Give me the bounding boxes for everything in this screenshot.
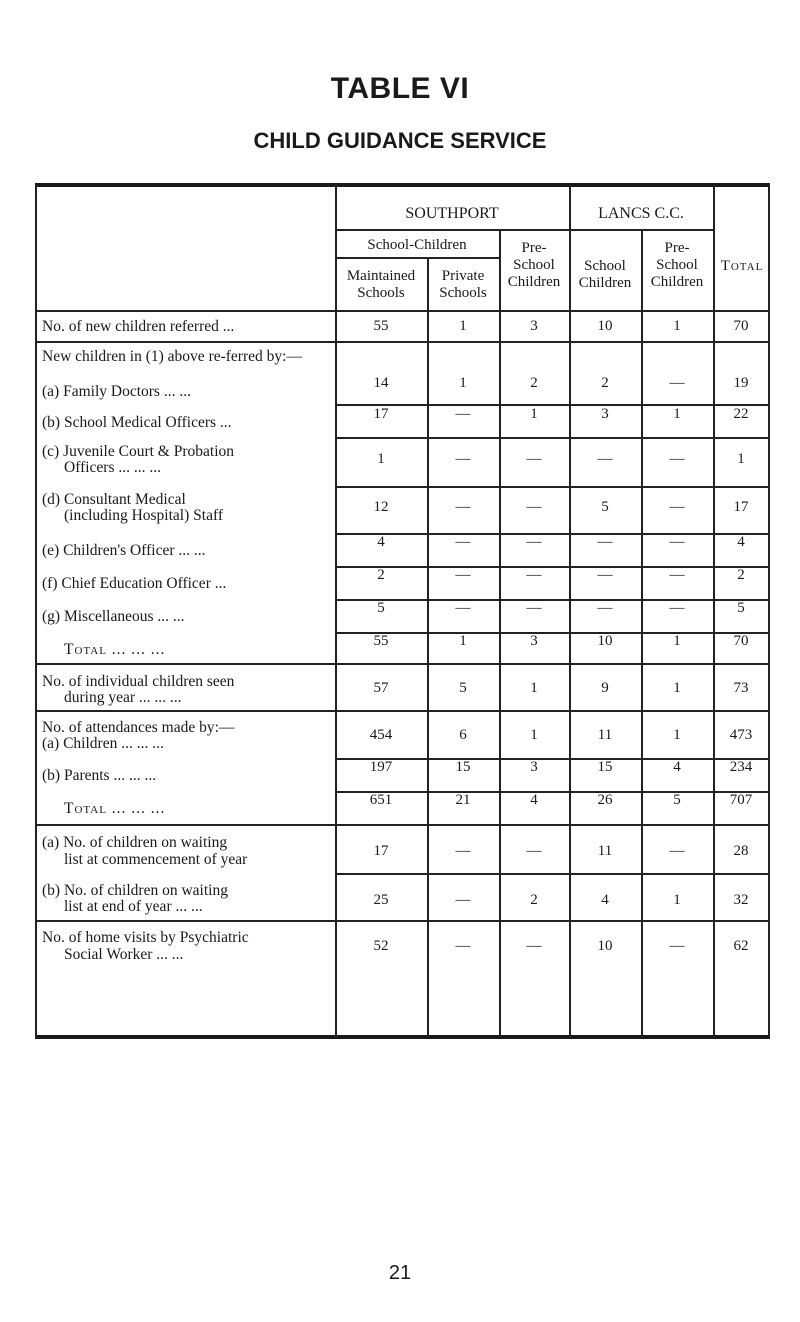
header-lancs: LANCS C.C. <box>598 205 684 222</box>
header-school-children-lancs: School Children <box>578 258 632 291</box>
table-cell: 26 <box>597 792 613 808</box>
table-cell: 2 <box>530 375 538 391</box>
table-cell: 19 <box>733 375 749 391</box>
table-cell: 73 <box>733 680 749 696</box>
table-cell: — <box>526 451 542 467</box>
table-cell: 11 <box>597 843 613 859</box>
table-cell: 21 <box>455 792 471 808</box>
table-cell: 707 <box>729 792 753 808</box>
row-sublabel: Officers ... ... ... <box>64 459 161 476</box>
table-cell: — <box>526 567 542 583</box>
table-cell: 3 <box>530 633 538 649</box>
header-school-children-group: School-Children <box>367 237 467 253</box>
table-cell: 57 <box>373 680 389 696</box>
table-cell: 55 <box>373 633 389 649</box>
table-cell: — <box>597 451 613 467</box>
table-cell: — <box>455 938 471 954</box>
table-cell: 1 <box>673 318 681 334</box>
row-label: (a) No. of children on waiting <box>42 834 228 851</box>
table-cell: 4 <box>530 792 538 808</box>
row-label: (b) No. of children on waiting <box>42 882 228 899</box>
table-cell: — <box>597 567 613 583</box>
row-label: (b) Parents ... ... ... <box>42 767 157 784</box>
table-cell: 10 <box>597 633 613 649</box>
row-sublabel: list at end of year ... ... <box>64 898 203 915</box>
row-label: (b) School Medical Officers ... <box>42 414 232 431</box>
grid-line <box>35 310 770 312</box>
table-cell: — <box>455 843 471 859</box>
table-cell: 454 <box>369 727 393 743</box>
row-label: No. of attendances made by:— <box>42 719 235 736</box>
grid-line <box>35 185 37 1037</box>
table-subtitle: CHILD GUIDANCE SERVICE <box>253 128 547 153</box>
row-label: (g) Miscellaneous ... ... <box>42 608 185 625</box>
page-number: 21 <box>388 1262 412 1284</box>
grid-line <box>35 824 770 826</box>
row-label: New children in (1) above re-ferred by:— <box>42 348 302 365</box>
table-cell: 14 <box>373 375 389 391</box>
table-cell: 52 <box>373 938 389 954</box>
row-label: (c) Juvenile Court & Probation <box>42 443 234 460</box>
table-cell: — <box>669 600 685 616</box>
grid-line <box>35 663 770 665</box>
table-cell: — <box>455 567 471 583</box>
header-private-schools: Private Schools <box>439 268 487 301</box>
table-cell: 15 <box>455 759 471 775</box>
table-cell: 4 <box>737 534 745 550</box>
header-southport: SOUTHPORT <box>405 205 499 222</box>
table-cell: 9 <box>601 680 609 696</box>
grid-line <box>335 229 713 231</box>
table-cell: — <box>526 938 542 954</box>
table-cell: — <box>669 451 685 467</box>
header-pre-school-southport: Pre-School Children <box>507 240 561 290</box>
grid-line <box>35 920 770 922</box>
table-cell: 1 <box>673 727 681 743</box>
table-cell: — <box>669 375 685 391</box>
table-cell: 3 <box>530 318 538 334</box>
table-cell: 1 <box>459 633 467 649</box>
table-cell: 5 <box>377 600 385 616</box>
table-cell: 4 <box>673 759 681 775</box>
grid-line <box>335 873 770 875</box>
table-cell: 234 <box>729 759 753 775</box>
table-cell: — <box>455 892 471 908</box>
table-bottom-rule <box>35 1035 770 1039</box>
table-cell: — <box>455 499 471 515</box>
table-cell: 2 <box>737 567 745 583</box>
table-cell: 1 <box>673 406 681 422</box>
grid-line <box>335 437 770 439</box>
table-cell: — <box>455 600 471 616</box>
table-cell: 473 <box>729 727 753 743</box>
table-cell: — <box>597 534 613 550</box>
table-cell: 10 <box>597 938 613 954</box>
table-cell: 62 <box>733 938 749 954</box>
row-label: No. of new children referred ... <box>42 318 235 335</box>
table-cell: 5 <box>601 499 609 515</box>
table-cell: 2 <box>377 567 385 583</box>
table-cell: 5 <box>459 680 467 696</box>
table-cell: 197 <box>369 759 393 775</box>
table-cell: 5 <box>673 792 681 808</box>
table-cell: — <box>669 843 685 859</box>
table-cell: — <box>669 534 685 550</box>
row-label: (f) Chief Education Officer ... <box>42 575 227 592</box>
table-cell: 70 <box>733 318 749 334</box>
row-sublabel: (a) Children ... ... ... <box>42 735 164 752</box>
header-maintained-schools: Maintained Schools <box>346 268 416 301</box>
table-cell: — <box>526 499 542 515</box>
table-cell: 15 <box>597 759 613 775</box>
grid-line <box>335 486 770 488</box>
row-sublabel: (a) Family Doctors ... ... <box>42 383 191 400</box>
table-cell: 3 <box>601 406 609 422</box>
grid-line <box>335 257 499 259</box>
table-cell: 12 <box>373 499 389 515</box>
table-cell: 3 <box>530 759 538 775</box>
table-title: TABLE VI <box>330 72 470 105</box>
table-cell: — <box>526 600 542 616</box>
table-cell: — <box>455 451 471 467</box>
table-cell: 4 <box>601 892 609 908</box>
header-total: Total <box>720 258 764 274</box>
row-label: (d) Consultant Medical <box>42 491 186 508</box>
table-cell: 1 <box>673 892 681 908</box>
row-label: No. of home visits by Psychiatric <box>42 929 249 946</box>
table-cell: 11 <box>597 727 613 743</box>
table-cell: 1 <box>737 451 745 467</box>
row-sublabel: Social Worker ... ... <box>64 946 184 963</box>
table-cell: 28 <box>733 843 749 859</box>
table-cell: 5 <box>737 600 745 616</box>
table-cell: 2 <box>601 375 609 391</box>
table-cell: 25 <box>373 892 389 908</box>
row-label: Total ... ... ... <box>64 641 166 658</box>
table-cell: 1 <box>673 680 681 696</box>
table-cell: 1 <box>530 727 538 743</box>
table-cell: 2 <box>530 892 538 908</box>
grid-line <box>35 341 770 343</box>
table-cell: 1 <box>530 406 538 422</box>
table-cell: 1 <box>530 680 538 696</box>
table-cell: — <box>669 499 685 515</box>
table-cell: 651 <box>369 792 393 808</box>
table-cell: 17 <box>373 843 389 859</box>
table-cell: — <box>669 567 685 583</box>
table-cell: 70 <box>733 633 749 649</box>
table-cell: 1 <box>459 375 467 391</box>
table-cell: 17 <box>733 499 749 515</box>
table-cell: 22 <box>733 406 749 422</box>
grid-line <box>35 710 770 712</box>
table-cell: 55 <box>373 318 389 334</box>
row-sublabel: list at commencement of year <box>64 851 248 868</box>
table-cell: 1 <box>377 451 385 467</box>
table-cell: — <box>455 534 471 550</box>
header-pre-school-lancs: Pre-School Children <box>650 240 704 290</box>
table-top-rule <box>35 183 770 187</box>
table-cell: — <box>526 843 542 859</box>
table-cell: — <box>597 600 613 616</box>
table-cell: 1 <box>673 633 681 649</box>
row-label: Total ... ... ... <box>64 800 166 817</box>
table-cell: — <box>455 406 471 422</box>
table-cell: 4 <box>377 534 385 550</box>
row-sublabel: during year ... ... ... <box>64 689 182 706</box>
table-cell: 32 <box>733 892 749 908</box>
table-cell: 17 <box>373 406 389 422</box>
table-cell: 6 <box>459 727 467 743</box>
table-cell: 1 <box>459 318 467 334</box>
row-sublabel: (including Hospital) Staff <box>64 507 223 524</box>
table-cell: — <box>669 938 685 954</box>
row-label: (e) Children's Officer ... ... <box>42 542 206 559</box>
row-label: No. of individual children seen <box>42 673 235 690</box>
table-cell: 10 <box>597 318 613 334</box>
table-cell: — <box>526 534 542 550</box>
